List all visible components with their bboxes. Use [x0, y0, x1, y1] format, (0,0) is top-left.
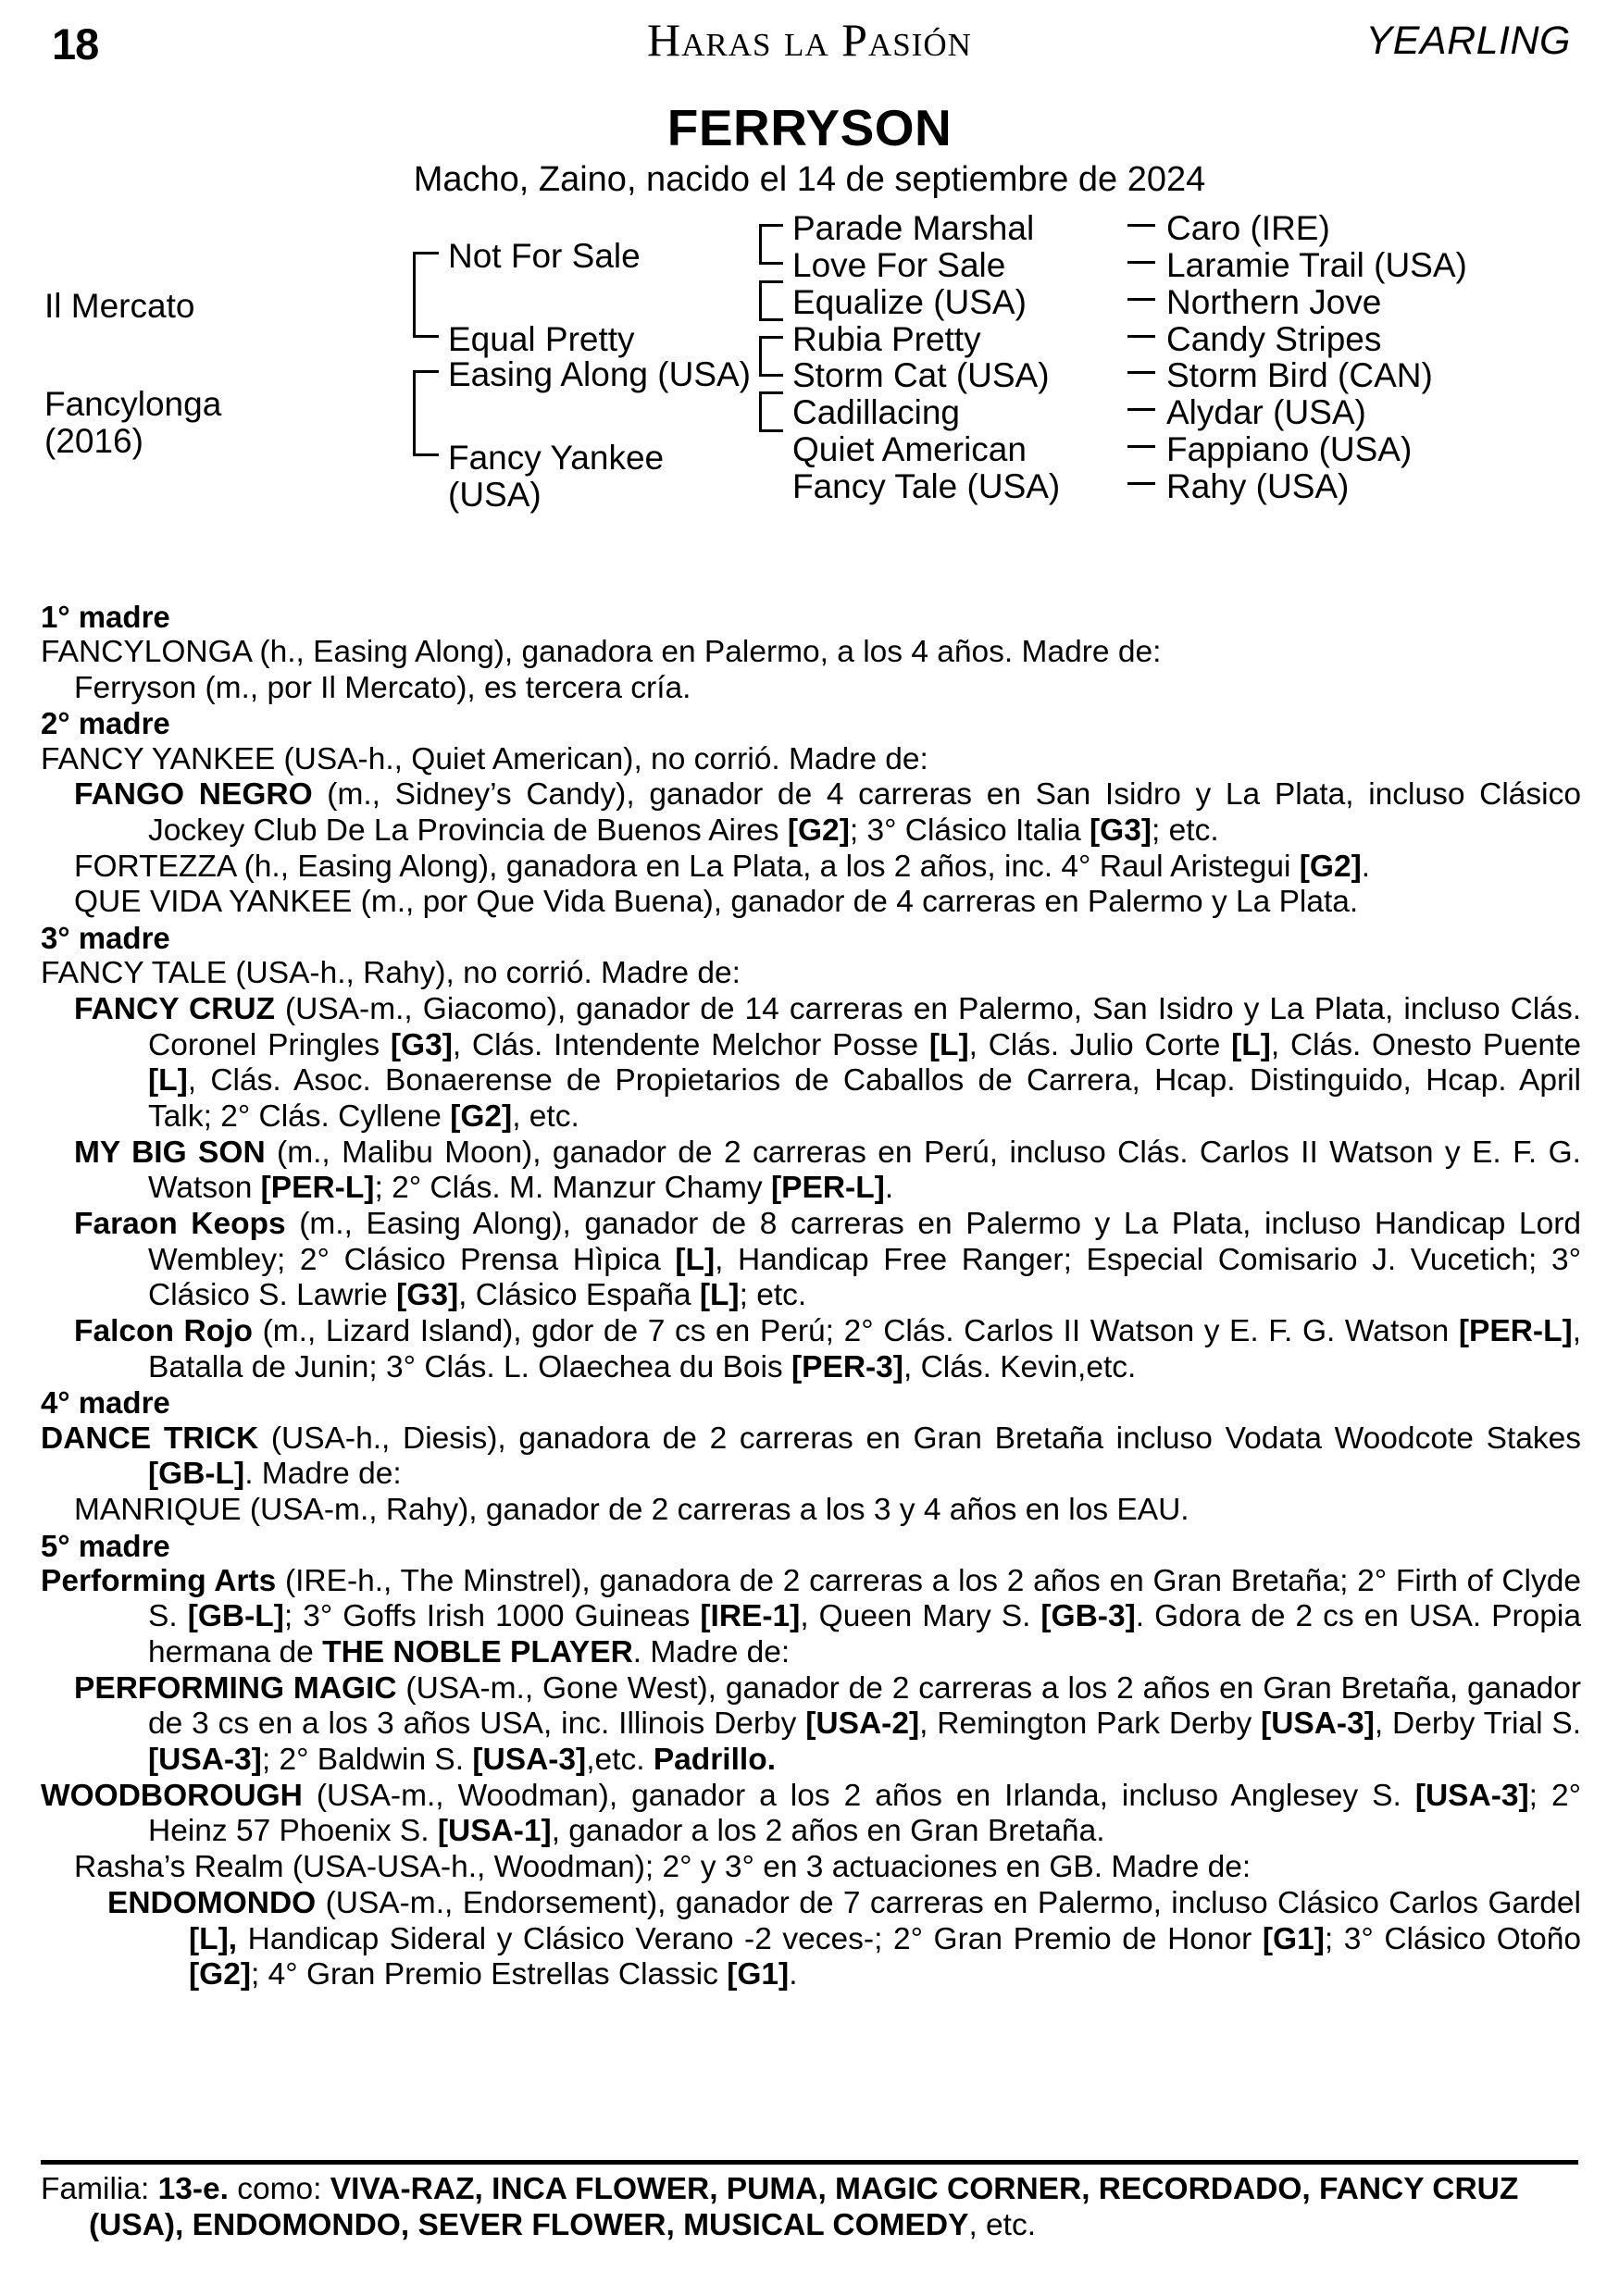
- dash-g4-7: [1127, 445, 1155, 448]
- bracket-arm-g3-3: [759, 280, 783, 283]
- dam-1-record: FANCYLONGA (h., Easing Along), ganadora en Palermo, a los 4 años. Madre de:: [41, 635, 1162, 670]
- pedigree-sire-dam: Equal Pretty: [448, 320, 635, 358]
- pedigree-dam-sire: Easing Along (USA): [448, 355, 752, 393]
- produce-item: FANGO NEGRO (m., Sidney’s Candy), ganador de 4 carreras en San Isidro y La Plata, incluso Clásico Jockey Club De La Provincia de Buenos Aires [G2]; 3° Clásico Italia [G3]; etc.: [74, 777, 1581, 848]
- lot-number: 18: [52, 19, 99, 68]
- generation-heading-1: 1° madre: [41, 600, 170, 634]
- generation-heading-4: 4° madre: [41, 1385, 170, 1421]
- generation-heading-5: 5° madre: [41, 1528, 170, 1563]
- pedigree-g3-8: Fancy Tale (USA): [792, 467, 1061, 505]
- bracket-arm-dam-dam: [413, 453, 439, 456]
- dash-g4-8: [1127, 482, 1155, 485]
- bracket-arm-g3-4: [759, 318, 783, 321]
- bracket-vertical-dam: [413, 370, 416, 455]
- pedigree-dam-dam-origin: (USA): [448, 476, 542, 514]
- pedigree-g4-3: Northern Jove: [1166, 283, 1382, 321]
- produce-item: FORTEZZA (h., Easing Along), ganadora en La Plata, a los 2 años, inc. 4° Raul Aristegui [G2].: [74, 849, 1371, 884]
- produce-record: [41, 600, 1581, 1993]
- farm-name: Haras la Pasión: [647, 14, 972, 66]
- horse-name: FERRYSON: [666, 99, 953, 156]
- produce-item: MY BIG SON (m., Malibu Moon), ganador de 2 carreras en Perú, incluso Clás. Carlos II Watson y E. F. G. Watson [PER-L]; 2° Clás. M. Manzur Chamy [PER-L].: [74, 1135, 1581, 1206]
- pedigree-dam-year: (2016): [44, 422, 143, 460]
- produce-item: Faraon Keops (m., Easing Along), ganador de 8 carreras en Palermo y La Plata, incluso Handicap Lord Wembley; 2° Clásico Prensa Hìpica [L], Handicap Free Ranger; Especial Comisario J. Vucetich; 3° Clásico S. Lawrie [G3], Clásico España [L]; etc.: [74, 1206, 1581, 1313]
- generation-heading-3: 3° madre: [41, 921, 170, 956]
- bracket-arm-g3-1: [759, 224, 783, 227]
- pedigree-tree: [44, 209, 1526, 592]
- bracket-arm-g3-8: [759, 429, 783, 432]
- family-prefix: Familia:: [41, 2172, 158, 2206]
- pedigree-g3-2: Love For Sale: [792, 246, 1006, 284]
- produce-item: MANRIQUE (USA-m., Rahy), ganador de 2 carreras a los 3 y 4 años en los EAU.: [74, 1492, 1189, 1527]
- dash-g4-1: [1127, 224, 1155, 227]
- sale-category: YEARLING: [1365, 19, 1571, 63]
- bracket-vertical-sire: [413, 252, 416, 337]
- pedigree-g3-4: Rubia Pretty: [792, 320, 981, 358]
- bracket-arm-g3-2: [759, 262, 783, 265]
- dam-2-record: FANCY YANKEE (USA-h., Quiet American), no corrió. Madre de:: [41, 741, 928, 776]
- pedigree-g4-2: Laramie Trail (USA): [1166, 246, 1467, 284]
- produce-item: Rasha’s Realm (USA-USA-h., Woodman); 2° y 3° en 3 actuaciones en GB. Madre de:: [74, 1850, 1252, 1885]
- dash-g4-2: [1127, 261, 1155, 264]
- produce-item: Ferryson (m., por Il Mercato), es tercera cría.: [74, 670, 691, 705]
- generation-heading-2: 2° madre: [41, 706, 170, 741]
- pedigree-sire-sire: Not For Sale: [448, 237, 641, 275]
- page-header: [44, 13, 1575, 70]
- pedigree-g3-5: Storm Cat (USA): [792, 356, 1050, 394]
- dash-g4-4: [1127, 335, 1155, 338]
- produce-item: PERFORMING MAGIC (USA-m., Gone West), ganador de 2 carreras a los 2 años en Gran Bretaña, ganador de 3 cs en a los 3 años USA, inc. Illinois Derby [USA-2], Remington Park Derby [USA-3], Derby Trial S. [USA-3]; 2° Baldwin S. [USA-3],etc. Padrillo.: [74, 1670, 1582, 1778]
- bracket-arm-g3-6: [759, 374, 783, 377]
- pedigree-g3-3: Equalize (USA): [792, 283, 1027, 321]
- family-list: VIVA-RAZ, INCA FLOWER, PUMA, MAGIC CORNER, RECORDADO, FANCY CRUZ (USA), ENDOMONDO, SEVER FLOWER, MUSICAL COMEDY: [89, 2172, 1519, 2242]
- family-footer: [41, 2160, 1578, 2244]
- produce-item: ENDOMONDO (USA-m., Endorsement), ganador de 7 carreras en Palermo, incluso Clásico Carlos Gardel [L], Handicap Sideral y Clásico Verano -2 veces-; 2° Gran Premio de Honor [G1]; 3° Clásico Otoño [G2]; 4° Gran Premio Estrellas Classic [G1].: [107, 1885, 1581, 1992]
- horse-description: Macho, Zaino, nacido el 14 de septiembre de 2024: [413, 159, 1206, 199]
- produce-item: Falcon Rojo (m., Lizard Island), gdor de 7 cs en Perú; 2° Clás. Carlos II Watson y E. F. G. Watson [PER-L], Batalla de Junin; 3° Clás. L. Olaechea du Bois [PER-3], Clás. Kevin,etc.: [74, 1314, 1581, 1384]
- produce-item: QUE VIDA YANKEE (m., por Que Vida Buena), ganador de 4 carreras en Palermo y La Plata.: [74, 885, 1359, 920]
- pedigree-g4-8: Rahy (USA): [1166, 467, 1350, 505]
- bracket-arm-sire-dam: [413, 335, 439, 338]
- title-block: [0, 99, 1619, 200]
- pedigree-dam: Fancylonga: [44, 385, 222, 423]
- family-como: como:: [228, 2172, 330, 2206]
- produce-item: WOODBOROUGH (USA-m., Woodman), ganador a los 2 años en Irlanda, incluso Anglesey S. [USA-3]; 2° Heinz 57 Phoenix S. [USA-1], ganador a los 2 años en Gran Bretaña.: [41, 1778, 1581, 1849]
- pedigree-g3-6: Cadillacing: [792, 393, 960, 431]
- bracket-arm-dam-sire: [413, 370, 439, 373]
- bracket-vertical-g3-1: [759, 224, 762, 265]
- pedigree-sire: Il Mercato: [44, 287, 195, 325]
- dam-5-record: Performing Arts (IRE-h., The Minstrel), ganadora de 2 carreras a los 2 años en Gran Bretaña; 2° Firth of Clyde S. [GB-L]; 3° Goffs Irish 1000 Guineas [IRE-1], Queen Mary S. [GB-3]. Gdora de 2 cs en USA. Propia hermana de THE NOBLE PLAYER. Madre de:: [41, 1563, 1582, 1670]
- bracket-arm-sire-sire: [413, 252, 439, 254]
- pedigree-g4-1: Caro (IRE): [1166, 209, 1330, 247]
- dam-4-record: DANCE TRICK (USA-h., Diesis), ganadora de 2 carreras en Gran Bretaña incluso Vodata Woodcote Stakes [GB-L]. Madre de:: [41, 1421, 1581, 1492]
- pedigree-g4-7: Fappiano (USA): [1166, 430, 1413, 468]
- bracket-vertical-g3-2: [759, 280, 762, 321]
- bracket-vertical-g3-4: [759, 391, 762, 432]
- pedigree-g3-7: Quiet American: [792, 430, 1027, 468]
- dash-g4-6: [1127, 408, 1155, 411]
- family-suffix: , etc.: [968, 2207, 1037, 2242]
- pedigree-g3-1: Parade Marshal: [792, 209, 1035, 247]
- bracket-vertical-g3-3: [759, 336, 762, 377]
- pedigree-dam-dam: Fancy Yankee: [448, 439, 665, 477]
- pedigree-g4-6: Alydar (USA): [1166, 393, 1366, 431]
- footer-divider: [41, 2160, 1578, 2165]
- pedigree-g4-5: Storm Bird (CAN): [1166, 356, 1433, 394]
- produce-item: FANCY CRUZ (USA-m., Giacomo), ganador de 14 carreras en Palermo, San Isidro y La Plata, incluso Clás. Coronel Pringles [G3], Clás. Intendente Melchor Posse [L], Clás. Julio Corte [L], Clás. Onesto Puente [L], Clás. Asoc. Bonaerense de Propietarios de Caballos de Carrera, Hcap. Distinguido, Hcap. April Talk; 2° Clás. Cyllene [G2], etc.: [74, 991, 1581, 1134]
- family-line: [41, 2172, 1578, 2244]
- dash-g4-3: [1127, 298, 1155, 301]
- dam-3-record: FANCY TALE (USA-h., Rahy), no corrió. Madre de:: [41, 956, 741, 991]
- dash-g4-5: [1127, 371, 1155, 374]
- pedigree-g4-4: Candy Stripes: [1166, 320, 1382, 358]
- family-number: 13-e.: [157, 2172, 229, 2206]
- bracket-arm-g3-5: [759, 336, 783, 339]
- bracket-arm-g3-7: [759, 391, 783, 394]
